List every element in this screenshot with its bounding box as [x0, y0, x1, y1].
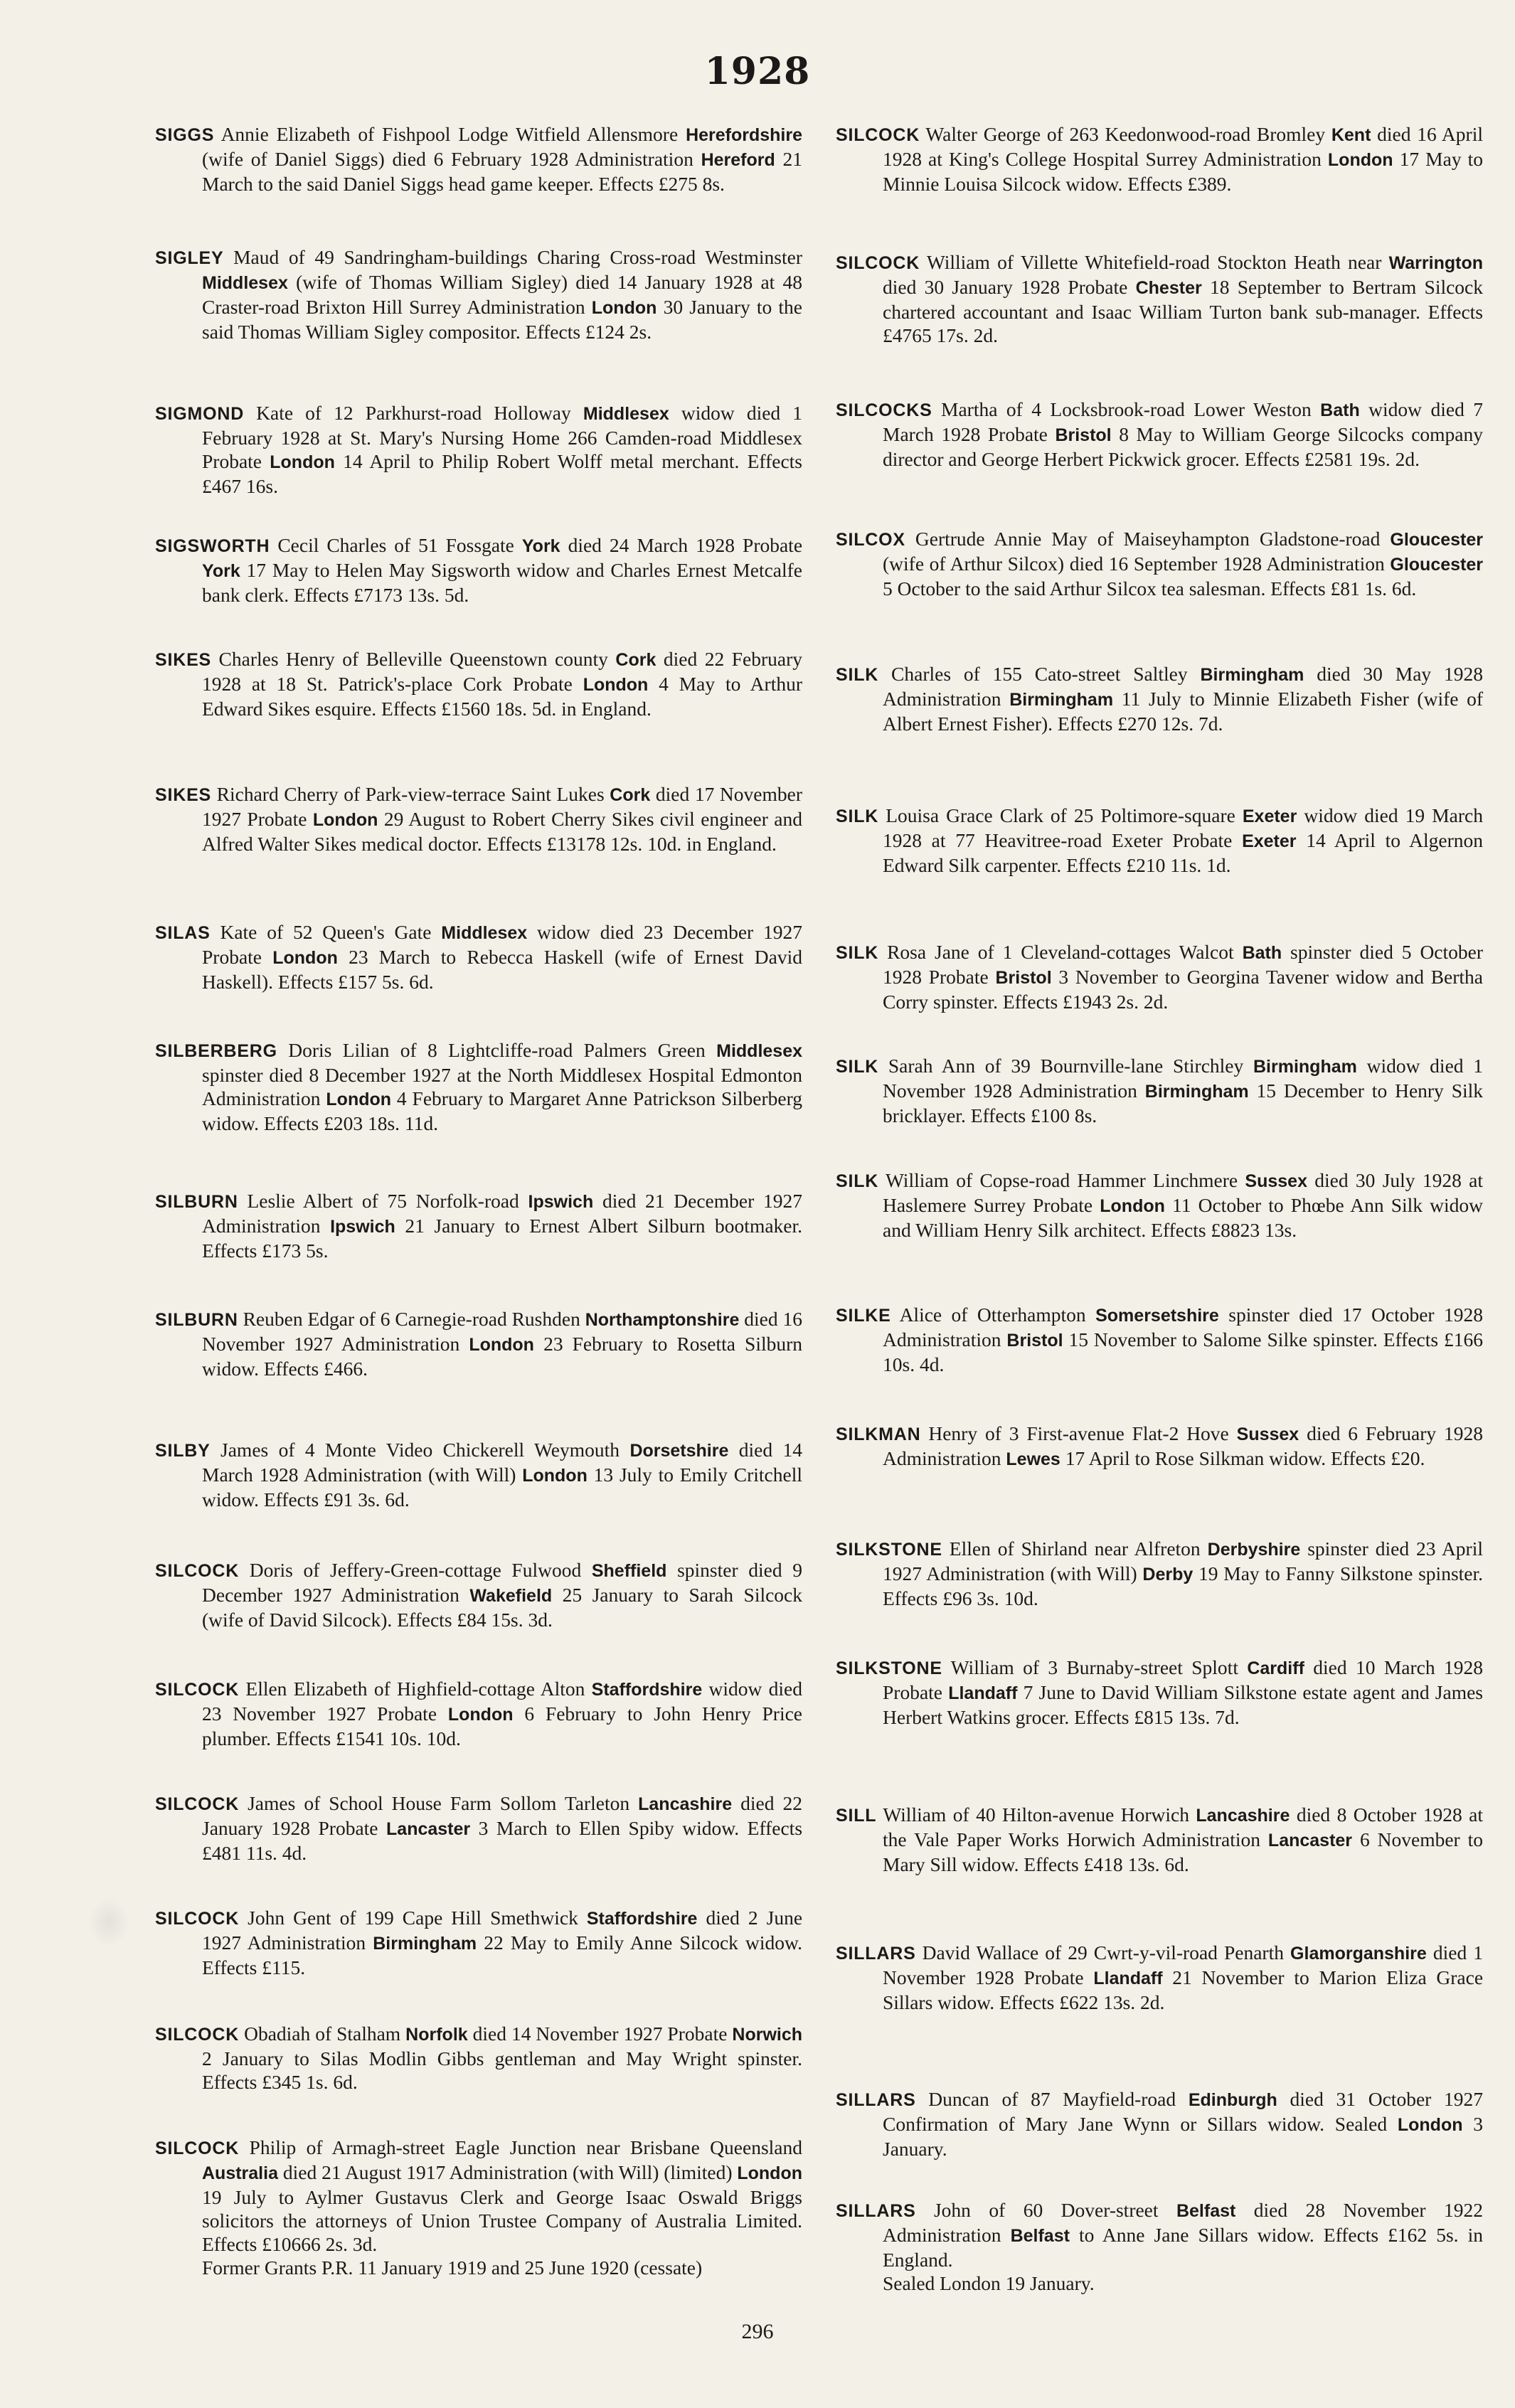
entry-surname: SIGGS — [155, 125, 215, 145]
entry-place: Middlesex — [202, 273, 288, 293]
entry-place: Birmingham — [1253, 1057, 1357, 1077]
entry-registry: Belfast — [1010, 2226, 1070, 2246]
entry-text: 17 April to Rose Silkman widow. Effects £20. — [1065, 1447, 1425, 1469]
entry-text: Cecil Charles of 51 Fossgate — [277, 534, 514, 556]
entry-text: died 22 February 1928 at 18 St. Patrick's-place Cork Probate — [202, 648, 802, 695]
entry-registry: London — [272, 948, 338, 968]
entry-text: widow died 19 March 1928 at 77 Heavitree-road Exeter Probate — [883, 804, 1483, 851]
entry-text: (wife of Thomas William Sigley) died 14 January 1928 at 48 Craster-road Brixton Hill Surrey Administration — [202, 271, 803, 318]
entry-text: William of 3 Burnaby-street Splott — [950, 1656, 1238, 1678]
entry-text: died 31 October 1927 Confirmation of Mary Jane Wynn or Sillars widow. Sealed — [883, 2088, 1484, 2135]
entry-text: widow died 23 November 1927 Probate — [202, 1678, 802, 1725]
entry-text: 6 November to Mary Sill widow. Effects £418 13s. 6d. — [883, 1828, 1484, 1875]
entry-text: 21 March to the said Daniel Siggs head game keeper. Effects £275 8s. — [202, 148, 803, 195]
entry-text: 14 April to Philip Robert Wolff metal merchant. Effects £467 16s. — [202, 450, 803, 497]
entry-body — [836, 2198, 1483, 2271]
entry-surname: SILAS — [155, 923, 211, 943]
entry-body — [155, 1558, 802, 1631]
entry-text: widow died 23 December 1927 Probate — [202, 921, 803, 968]
probate-entry — [836, 1537, 1483, 1610]
entry-place: Edinburgh — [1188, 2090, 1277, 2110]
probate-entry — [155, 647, 802, 720]
entry-text: died 16 November 1927 Administration — [202, 1308, 802, 1355]
entry-text: 17 May to Helen May Sigsworth widow and Charles Ernest Metcalfe bank clerk. Effects £7173 13s. 5d. — [202, 559, 803, 606]
probate-entry — [155, 1038, 802, 1135]
entry-place: Middlesex — [583, 404, 669, 424]
entry-surname: SILKSTONE — [836, 1658, 942, 1678]
entry-text: spinster died 8 December 1927 at the North Middlesex Hospital Edmonton Administration — [202, 1064, 802, 1109]
entry-body — [155, 1677, 802, 1750]
entry-registry: Lewes — [1006, 1449, 1060, 1469]
entry-place: Staffordshire — [586, 1909, 698, 1929]
entry-text: Annie Elizabeth of Fishpool Lodge Witfield Allensmore — [220, 123, 679, 145]
entry-place: Norfolk — [405, 2025, 468, 2045]
entry-text: 22 May to Emily Anne Silcock widow. Effects £115. — [202, 1932, 802, 1978]
entry-surname: SILCOX — [836, 530, 905, 550]
entry-body — [836, 1803, 1483, 1876]
entry-body — [836, 1422, 1483, 1471]
entry-body — [155, 920, 802, 993]
entry-surname: SILK — [836, 665, 879, 685]
entry-surname: SILK — [836, 943, 879, 963]
entry-text: William of Villette Whitefield-road Stockton Heath near — [926, 251, 1382, 273]
entry-body — [155, 2022, 802, 2094]
entry-registry: Birmingham — [373, 1934, 477, 1954]
probate-entry — [836, 1803, 1483, 1876]
entry-text: 3 March to Ellen Spiby widow. Effects £481 11s. 4d. — [202, 1817, 803, 1864]
entry-text: William of Copse-road Hammer Linchmere — [885, 1169, 1238, 1191]
entry-extra: Former Grants P.R. 11 January 1919 and 25 June 1920 (cessate) — [202, 2257, 703, 2279]
entry-surname: SIGMOND — [155, 404, 245, 424]
entry-body — [836, 804, 1483, 877]
entry-text: Obadiah of Stalham — [244, 2023, 401, 2045]
entry-place: Sussex — [1245, 1171, 1307, 1191]
entry-body — [155, 1438, 802, 1511]
entry-surname: SILKE — [836, 1306, 891, 1326]
entry-text: 17 May to Minnie Louisa Silcock widow. Effects £389. — [883, 148, 1484, 195]
entry-text: died 30 January 1928 Probate — [883, 276, 1128, 298]
entry-text: 6 February to John Henry Price plumber. Effects £1541 10s. 10d. — [202, 1703, 803, 1749]
entry-text: died 17 November 1927 Probate — [202, 783, 802, 830]
entry-text: Charles Henry of Belleville Queenstown county — [218, 648, 608, 670]
entry-text: died 14 November 1927 Probate — [472, 2023, 728, 2045]
entry-place: Warrington — [1388, 253, 1483, 273]
entry-text: died 21 December 1927 Administration — [202, 1190, 802, 1237]
entry-text: Gertrude Annie May of Maiseyhampton Gladstone-road — [915, 528, 1381, 550]
entry-text: widow died 7 March 1928 Probate — [883, 398, 1483, 445]
entry-place: Bath — [1242, 943, 1282, 963]
entry-body — [836, 1168, 1483, 1242]
entry-body — [836, 250, 1483, 347]
entry-text: 21 November to Marion Eliza Grace Sillars widow. Effects £622 13s. 2d. — [883, 1966, 1484, 2013]
entry-surname: SILK — [836, 806, 879, 826]
entry-text: Walter George of 263 Keedonwood-road Bromley — [925, 123, 1326, 145]
probate-entry — [836, 398, 1483, 471]
entry-text: spinster died 9 December 1927 Administration — [202, 1559, 802, 1606]
entry-body — [155, 647, 802, 720]
paper-smudge — [88, 1897, 129, 1947]
entry-text: died 30 May 1928 Administration — [883, 663, 1484, 710]
probate-entry — [836, 2087, 1483, 2161]
page-number: 296 — [741, 2320, 774, 2343]
entry-surname: SILL — [836, 1806, 877, 1826]
entry-text: 13 July to Emily Critchell widow. Effects £91 3s. 6d. — [202, 1464, 802, 1511]
entry-place: Cork — [610, 785, 651, 805]
entry-text: widow died 1 February 1928 at St. Mary's Nursing Home 266 Camden-road Middlesex Probate — [202, 402, 803, 472]
entry-text: 14 April to Algernon Edward Silk carpenter. Effects £210 11s. 1d. — [883, 829, 1484, 876]
entry-registry: London — [447, 1705, 514, 1725]
entry-text: Duncan of 87 Mayfield-road — [928, 2088, 1176, 2110]
entry-text: Rosa Jane of 1 Cleveland-cottages Walcot — [887, 941, 1234, 963]
entry-surname: SIKES — [155, 785, 212, 805]
entry-text: died 22 January 1928 Probate — [202, 1792, 802, 1839]
entry-place: Northamptonshire — [585, 1310, 740, 1330]
entry-place: Somersetshire — [1095, 1306, 1219, 1326]
entry-surname: SILCOCK — [155, 1680, 240, 1700]
entry-registry: Wakefield — [469, 1586, 553, 1606]
entry-text: died 16 April 1928 at King's College Hospital Surrey Administration — [883, 123, 1483, 170]
entry-place: Gloucester — [1390, 530, 1484, 550]
entry-text: 15 November to Salome Silke spinster. Effects £166 10s. 4d. — [883, 1328, 1483, 1375]
probate-entry — [836, 940, 1483, 1013]
entry-text: died 8 October 1928 at the Vale Paper Works Horwich Administration — [883, 1804, 1484, 1850]
entry-text: 18 September to Bertram Silcock chartered accountant and Isaac William Turton bank sub-manager. Effects £4765 17s. 2d. — [883, 276, 1484, 346]
entry-body — [836, 2087, 1483, 2161]
page-year: 1928 — [704, 50, 811, 93]
entry-text: 19 July to Aylmer Gustavus Clerk and George Isaac Oswald Briggs solicitors the attorneys of Union Trustee Company of Australia Limited. Effects £10666 2s. 3d. — [202, 2186, 802, 2255]
entry-place: Ipswich — [528, 1192, 594, 1212]
entry-surname: SILCOCK — [836, 253, 920, 273]
probate-entry — [155, 401, 802, 498]
entry-surname: SILCOCK — [155, 2025, 240, 2045]
entry-registry: Bristol — [995, 968, 1052, 988]
entry-text: Ellen Elizabeth of Highfield-cottage Alton — [245, 1678, 585, 1700]
probate-entry — [836, 1656, 1483, 1729]
entry-surname: SILCOCK — [155, 1909, 240, 1929]
entry-surname: SILKMAN — [836, 1424, 921, 1444]
probate-entry — [155, 1189, 802, 1262]
entry-place: Middlesex — [441, 923, 528, 943]
entry-text: John Gent of 199 Cape Hill Smethwick — [248, 1907, 578, 1929]
probate-entry — [836, 250, 1483, 347]
entry-text: 4 May to Arthur Edward Sikes esquire. Effects £1560 18s. 5d. in England. — [202, 673, 802, 720]
probate-entry — [836, 804, 1483, 877]
entry-registry: Norwich — [732, 2025, 803, 2045]
entry-text: died 10 March 1928 Probate — [883, 1656, 1483, 1703]
entry-registry: Derby — [1142, 1565, 1194, 1584]
entry-surname: SILBURN — [155, 1310, 238, 1330]
entry-body — [155, 245, 802, 343]
entry-registry: London — [583, 675, 649, 695]
entry-text: Doris Lilian of 8 Lightcliffe-road Palmers Green — [288, 1039, 706, 1061]
probate-entry — [155, 1558, 802, 1631]
entry-text: 5 October to the said Arthur Silcox tea salesman. Effects £81 1s. 6d. — [883, 577, 1417, 600]
entry-text: James of 4 Monte Video Chickerell Weymouth — [220, 1439, 620, 1461]
entry-place: Glamorganshire — [1290, 1944, 1427, 1964]
entry-text: James of School House Farm Sollom Tarleton — [248, 1792, 630, 1814]
entry-registry: Chester — [1135, 278, 1202, 298]
probate-entry — [836, 1168, 1483, 1242]
probate-entry — [155, 782, 802, 856]
entry-place: Exeter — [1242, 806, 1297, 826]
entry-registry: Bristol — [1006, 1331, 1063, 1350]
entry-body — [155, 782, 802, 856]
entry-text: 3 January. — [883, 2113, 1484, 2160]
entry-text: 11 October to Phœbe Ann Silk widow and William Henry Silk architect. Effects £8823 13s. — [883, 1194, 1484, 1241]
entry-registry: Hereford — [701, 150, 775, 170]
probate-entry — [155, 1307, 802, 1380]
entry-text: John of 60 Dover-street — [933, 2199, 1159, 2221]
entry-place: Lancashire — [638, 1794, 733, 1814]
entry-text: Sarah Ann of 39 Bournville-lane Stirchley — [888, 1055, 1244, 1077]
entry-text: David Wallace of 29 Cwrt-y-vil-road Penarth — [922, 1941, 1284, 1964]
entry-text: 15 December to Henry Silk bricklayer. Effects £100 8s. — [883, 1080, 1484, 1126]
entry-registry: Llandaff — [948, 1683, 1018, 1703]
entry-surname: SILK — [836, 1171, 879, 1191]
entry-body — [155, 1791, 802, 1865]
entry-text: Kate of 52 Queen's Gate — [220, 921, 432, 943]
entry-surname: SILK — [836, 1057, 879, 1077]
probate-entry — [155, 2136, 802, 2279]
entry-body — [836, 662, 1483, 735]
entry-text: Charles of 155 Cato-street Saltley — [891, 663, 1188, 685]
entry-text: widow died 1 November 1928 Administration — [883, 1055, 1484, 1102]
entry-text: Louisa Grace Clark of 25 Poltimore-square — [886, 804, 1235, 826]
entry-registry: London — [469, 1335, 534, 1355]
entry-text: died 1 November 1928 Probate — [883, 1941, 1483, 1988]
entry-text: Reuben Edgar of 6 Carnegie-road Rushden — [243, 1308, 580, 1330]
probate-entry — [155, 245, 802, 343]
entry-body — [836, 1537, 1483, 1610]
entry-surname: SILCOCKS — [836, 400, 932, 420]
entry-text: 8 May to William George Silcocks company director and George Herbert Pickwick grocer. Effects £2581 19s. 2d. — [883, 423, 1484, 470]
entry-text: spinster died 5 October 1928 Probate — [883, 941, 1484, 988]
entry-body — [836, 1941, 1483, 2014]
entry-text: died 24 March 1928 Probate — [568, 534, 803, 556]
entry-text: Richard Cherry of Park-view-terrace Saint Lukes — [216, 783, 605, 805]
probate-entry — [836, 122, 1483, 196]
entry-surname: SILBURN — [155, 1192, 238, 1212]
entry-text: 21 January to Ernest Albert Silburn bootmaker. Effects £173 5s. — [202, 1215, 803, 1262]
entry-surname: SILBY — [155, 1441, 211, 1461]
entry-registry: London — [591, 298, 657, 318]
entry-place: Dorsetshire — [629, 1441, 729, 1461]
entry-text: 25 January to Sarah Silcock (wife of David Silcock). Effects £84 15s. 3d. — [202, 1584, 803, 1631]
entry-place: Belfast — [1176, 2201, 1236, 2221]
entry-place: Sussex — [1236, 1424, 1299, 1444]
entry-body — [836, 527, 1483, 600]
entry-registry: Lancaster — [1267, 1831, 1353, 1850]
entry-body — [836, 1656, 1483, 1729]
entry-text: 4 February to Margaret Anne Patrickson Silberberg widow. Effects £203 18s. 11d. — [202, 1087, 803, 1134]
probate-entry — [155, 533, 802, 607]
entry-body — [155, 1189, 802, 1262]
entry-place: Lancashire — [1196, 1806, 1290, 1826]
entry-text: William of 40 Hilton-avenue Horwich — [883, 1804, 1189, 1826]
entry-place: Middlesex — [716, 1041, 802, 1061]
entry-body — [836, 122, 1483, 196]
entry-surname: SILCOCK — [155, 2138, 240, 2158]
entry-registry: Ipswich — [330, 1217, 395, 1237]
entry-registry: London — [1100, 1196, 1165, 1216]
entry-text: Philip of Armagh-street Eagle Junction near Brisbane Queensland — [249, 2136, 802, 2158]
entry-registry: Gloucester — [1390, 555, 1483, 575]
entry-text: 23 February to Rosetta Silburn widow. Effects £466. — [202, 1333, 803, 1380]
entry-text: 29 August to Robert Cherry Sikes civil engineer and Alfred Walter Sikes medical doctor. Effects £13178 12s. 10d. in England. — [202, 808, 802, 855]
entry-registry: London — [522, 1466, 588, 1486]
entry-body — [836, 1054, 1483, 1127]
entry-text: Maud of 49 Sandringham-buildings Charing Cross-road Westminster — [233, 246, 803, 268]
entry-text: spinster died 23 April 1927 Administration (with Will) — [883, 1538, 1483, 1584]
entry-registry: London — [1397, 2115, 1463, 2135]
probate-entry — [155, 122, 802, 196]
entry-place: Australia — [202, 2163, 278, 2183]
entry-surname: SIGSWORTH — [155, 536, 270, 556]
entry-registry: London — [326, 1090, 392, 1109]
entry-registry: Lancaster — [386, 1819, 471, 1839]
entry-text: died 2 June 1927 Administration — [202, 1907, 803, 1954]
entry-place: Derbyshire — [1207, 1540, 1301, 1560]
entry-text: 11 July to Minnie Elizabeth Fisher (wife of Albert Ernest Fisher). Effects £270 12s. 7d. — [883, 688, 1484, 735]
entry-registry: London — [1327, 150, 1393, 170]
entry-place: Staffordshire — [591, 1680, 703, 1700]
entry-surname: SILLARS — [836, 2090, 916, 2110]
entry-registry: Llandaff — [1093, 1969, 1163, 1988]
entry-text: Kate of 12 Parkhurst-road Holloway — [256, 402, 571, 424]
probate-entry — [836, 1422, 1483, 1471]
entry-text: died 21 August 1917 Administration (with Will) (limited) — [282, 2161, 733, 2183]
entry-registry: York — [202, 561, 240, 581]
entry-surname: SIKES — [155, 650, 212, 670]
probate-entry — [155, 1677, 802, 1750]
entry-text: 19 May to Fanny Silkstone spinster. Effects £96 3s. 10d. — [883, 1562, 1484, 1609]
entry-extra: Sealed London 19 January. — [883, 2272, 1095, 2294]
entry-place: Cork — [615, 650, 656, 670]
entry-text: Alice of Otterhampton — [899, 1304, 1086, 1326]
probate-entry — [836, 2198, 1483, 2295]
entry-text: Doris of Jeffery-Green-cottage Fulwood — [249, 1559, 582, 1581]
entry-body — [836, 940, 1483, 1013]
entry-text: died 6 February 1928 Administration — [883, 1422, 1484, 1469]
entry-text: Martha of 4 Locksbrook-road Lower Weston — [941, 398, 1312, 420]
entry-text: Ellen of Shirland near Alfreton — [949, 1538, 1201, 1560]
entry-place: Kent — [1331, 125, 1371, 145]
entry-place: Birmingham — [1200, 665, 1304, 685]
entry-text: died 30 July 1928 at Haslemere Surrey Probate — [883, 1169, 1483, 1216]
entry-registry: London — [312, 810, 378, 830]
entry-text: died 14 March 1928 Administration (with Will) — [202, 1439, 803, 1486]
entry-surname: SILCOCK — [836, 125, 920, 145]
entry-text: 23 March to Rebecca Haskell (wife of Ernest David Haskell). Effects £157 5s. 6d. — [202, 946, 802, 993]
entry-surname: SILCOCK — [155, 1794, 240, 1814]
entry-place: Herefordshire — [686, 125, 803, 145]
entry-registry: Bristol — [1055, 425, 1112, 445]
entry-text: (wife of Arthur Silcox) died 16 September 1928 Administration — [883, 553, 1385, 575]
entry-surname: SILBERBERG — [155, 1041, 277, 1061]
entry-place: Cardiff — [1247, 1658, 1304, 1678]
entry-text: 2 January to Silas Modlin Gibbs gentleman and May Wright spinster. Effects £345 1s. 6d. — [202, 2047, 802, 2093]
probate-entry — [155, 1438, 802, 1511]
entry-text: died 28 November 1922 Administration — [883, 2199, 1483, 2246]
entry-registry: London — [270, 452, 335, 472]
entry-surname: SILLARS — [836, 1944, 916, 1964]
entry-surname: SILLARS — [836, 2201, 916, 2221]
probate-entry — [155, 1906, 802, 1979]
probate-entry — [836, 1054, 1483, 1127]
entry-registry: London — [737, 2163, 802, 2183]
entry-registry: Birmingham — [1009, 690, 1114, 710]
entry-body — [155, 2136, 802, 2256]
entry-body — [155, 1906, 802, 1979]
probate-entry — [836, 662, 1483, 735]
entry-text: Leslie Albert of 75 Norfolk-road — [247, 1190, 519, 1212]
entry-text: (wife of Daniel Siggs) died 6 February 1928 Administration — [202, 148, 693, 170]
entry-place: Bath — [1320, 400, 1360, 420]
probate-entry — [836, 527, 1483, 600]
probate-entry — [155, 920, 802, 993]
entry-place: Sheffield — [591, 1561, 667, 1581]
entry-body — [155, 122, 802, 196]
entry-body — [836, 1303, 1483, 1376]
entry-registry: Birmingham — [1144, 1082, 1249, 1102]
probate-entry — [155, 1791, 802, 1865]
entry-surname: SILKSTONE — [836, 1540, 942, 1560]
entry-text: 30 January to the said Thomas William Sigley compositor. Effects £124 2s. — [202, 296, 803, 343]
entry-text: to Anne Jane Sillars widow. Effects £162 5s. in England. — [883, 2224, 1483, 2271]
entry-body — [836, 398, 1483, 471]
probate-entry — [155, 2022, 802, 2094]
entry-body — [155, 1038, 802, 1135]
entry-surname: SILCOCK — [155, 1561, 240, 1581]
probate-entry — [836, 1941, 1483, 2014]
entry-place: York — [521, 536, 560, 556]
entry-text: Henry of 3 First-avenue Flat-2 Hove — [928, 1422, 1229, 1444]
entry-text: 7 June to David William Silkstone estate agent and James Herbert Watkins grocer. Effects £815 13s. 7d. — [883, 1681, 1483, 1728]
entry-body — [155, 1307, 802, 1380]
entry-body — [155, 533, 802, 607]
entry-text: 3 November to Georgina Tavener widow and Bertha Corry spinster. Effects £1943 2s. 2d. — [883, 966, 1484, 1013]
entry-surname: SIGLEY — [155, 248, 224, 268]
entry-text: spinster died 17 October 1928 Administration — [883, 1304, 1484, 1350]
entry-body — [155, 401, 802, 498]
probate-entry — [836, 1303, 1483, 1376]
entry-registry: Exeter — [1242, 831, 1297, 851]
